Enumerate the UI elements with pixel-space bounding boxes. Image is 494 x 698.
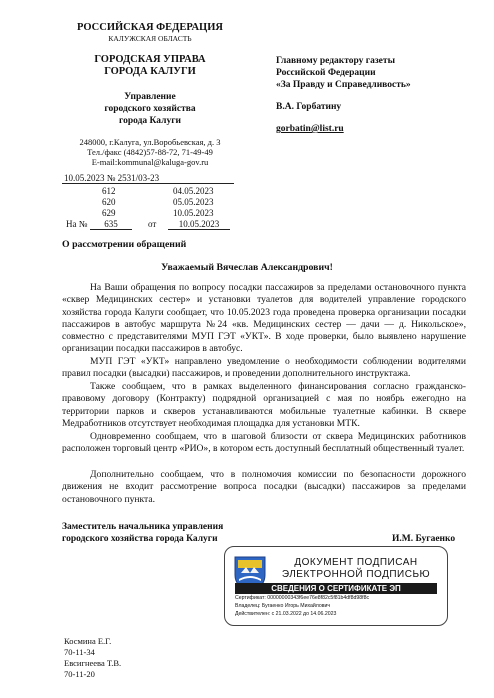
- org-name-line1: ГОРОДСКАЯ УПРАВА: [94, 54, 206, 65]
- divider-line: [62, 183, 234, 184]
- na-date: 10.05.2023: [168, 219, 230, 230]
- reg-date-3: 10.05.2023: [173, 208, 214, 218]
- executor-name-2: Евсигнеева Т.В.: [64, 658, 122, 668]
- salutation: Уважаемый Вячеслав Александрович!: [161, 262, 333, 273]
- stamp-owner: Владелец: Бугаенко Игорь Михайлович: [235, 603, 331, 609]
- reg-number-1: 612: [102, 186, 116, 196]
- org-address: 248000, г.Калуга, ул.Воробьевская, д. 3: [79, 137, 221, 147]
- electronic-signature-stamp: [224, 546, 448, 626]
- addressee-line3: «За Правду и Справедливость»: [276, 80, 411, 90]
- stamp-validity: Действителен: с 21.03.2022 до 14.06.2023: [235, 611, 337, 617]
- stamp-band: СВЕДЕНИЯ О СЕРТИФИКАТЕ ЭП: [235, 583, 437, 594]
- signer-name: И.М. Бугаенко: [392, 534, 456, 544]
- executor-phone-1: 70-11-34: [64, 647, 95, 657]
- body-paragraph-4: Одновременно сообщаем, что в шаговой близости от сквера Медицинских работников расположен торговый центр «РИО», в котором есть доступный бесплатный общественный туалет.: [62, 431, 466, 455]
- reg-date-2: 05.05.2023: [173, 197, 214, 207]
- body-paragraph-3: Также сообщаем, что в рамках выделенного финансирования согласно гражданско-правовому договору (Контракту) подрядной организацией с мая по ноябрь ежегодно на территории парков и скверов устанавливаются мобильные туалетные кабинки. В сквере Медработников отсутствует необходимая площадка для установки МТК.: [62, 381, 466, 429]
- reg-number-3: 629: [102, 208, 116, 218]
- dept-name-line2: городского хозяйства: [104, 104, 196, 114]
- body-paragraph-5: Дополнительно сообщаем, что в полномочия комиссии по безопасности дорожного движения не входит рассмотрение вопроса посадки (высадки) пассажиров за пределами остановочного пункта.: [62, 469, 466, 505]
- na-label: На №: [66, 219, 88, 229]
- stamp-title-line1: ДОКУМЕНТ ПОДПИСАН: [294, 557, 418, 568]
- reg-date-1: 04.05.2023: [173, 186, 214, 196]
- executor-name-1: Космина Е.Г.: [64, 636, 112, 646]
- org-name-line2: ГОРОДА КАЛУГИ: [104, 66, 196, 77]
- org-phone: Тел./факс (4842)57-88-72, 71-49-49: [87, 147, 213, 157]
- signer-position-line1: Заместитель начальника управления: [62, 522, 224, 532]
- stamp-certificate: Сертификат: 00000000343f6ee76e8f82c5f81b4df8d98f8c: [235, 595, 370, 601]
- org-email: E-mail:kommunal@kaluga-gov.ru: [91, 157, 209, 167]
- addressee-line1: Главному редактору газеты: [276, 56, 395, 66]
- executor-phone-2: 70-11-20: [64, 669, 95, 679]
- signer-position-line2: городского хозяйства города Калуги: [62, 534, 218, 544]
- dept-name-line1: Управление: [124, 92, 176, 102]
- addressee-email[interactable]: gorbatin@list.ru: [276, 124, 344, 134]
- na-number: 635: [90, 219, 132, 230]
- addressee-name: В.А. Горбатину: [276, 102, 342, 112]
- region-name: КАЛУЖСКАЯ ОБЛАСТЬ: [108, 34, 192, 43]
- body-paragraph-2: МУП ГЭТ «УКТ» направлено уведомление о необходимости соблюдении водителями правил посадки (высадки) пассажиров, и проведении дополнительного инструктажа.: [62, 356, 466, 380]
- outgoing-date-number: [64, 173, 234, 183]
- dept-name-line3: города Калуги: [119, 116, 181, 126]
- reg-number-2: 620: [102, 197, 116, 207]
- letter-subject: О рассмотрении обращений: [62, 239, 187, 250]
- country-name: РОССИЙСКАЯ ФЕДЕРАЦИЯ: [77, 22, 223, 33]
- ot-label: от: [148, 219, 157, 229]
- outgoing-date-number-text: 10.05.2023 № 2531/03-23: [64, 173, 160, 183]
- addressee-line2: Российской Федерации: [276, 68, 376, 78]
- stamp-title-line2: ЭЛЕКТРОННОЙ ПОДПИСЬЮ: [281, 569, 431, 580]
- body-paragraph-1: На Ваши обращения по вопросу посадки пассажиров за пределами остановочного пункта «сквер Медицинских сестер» и установки туалетов для водителей управление городского хозяйства города Калуги сообщает, что 10.05.2023 года проведена проверка организации посадки пассажиров в автобус маршрута №24 «кв. Медицинских сестер — дачи — д. Никольское», совместно с представителями МУП ГЭТ «УКТ». В ходе проверки, было выявлено нарушение организации посадки пассажиров в автобус.: [62, 282, 466, 355]
